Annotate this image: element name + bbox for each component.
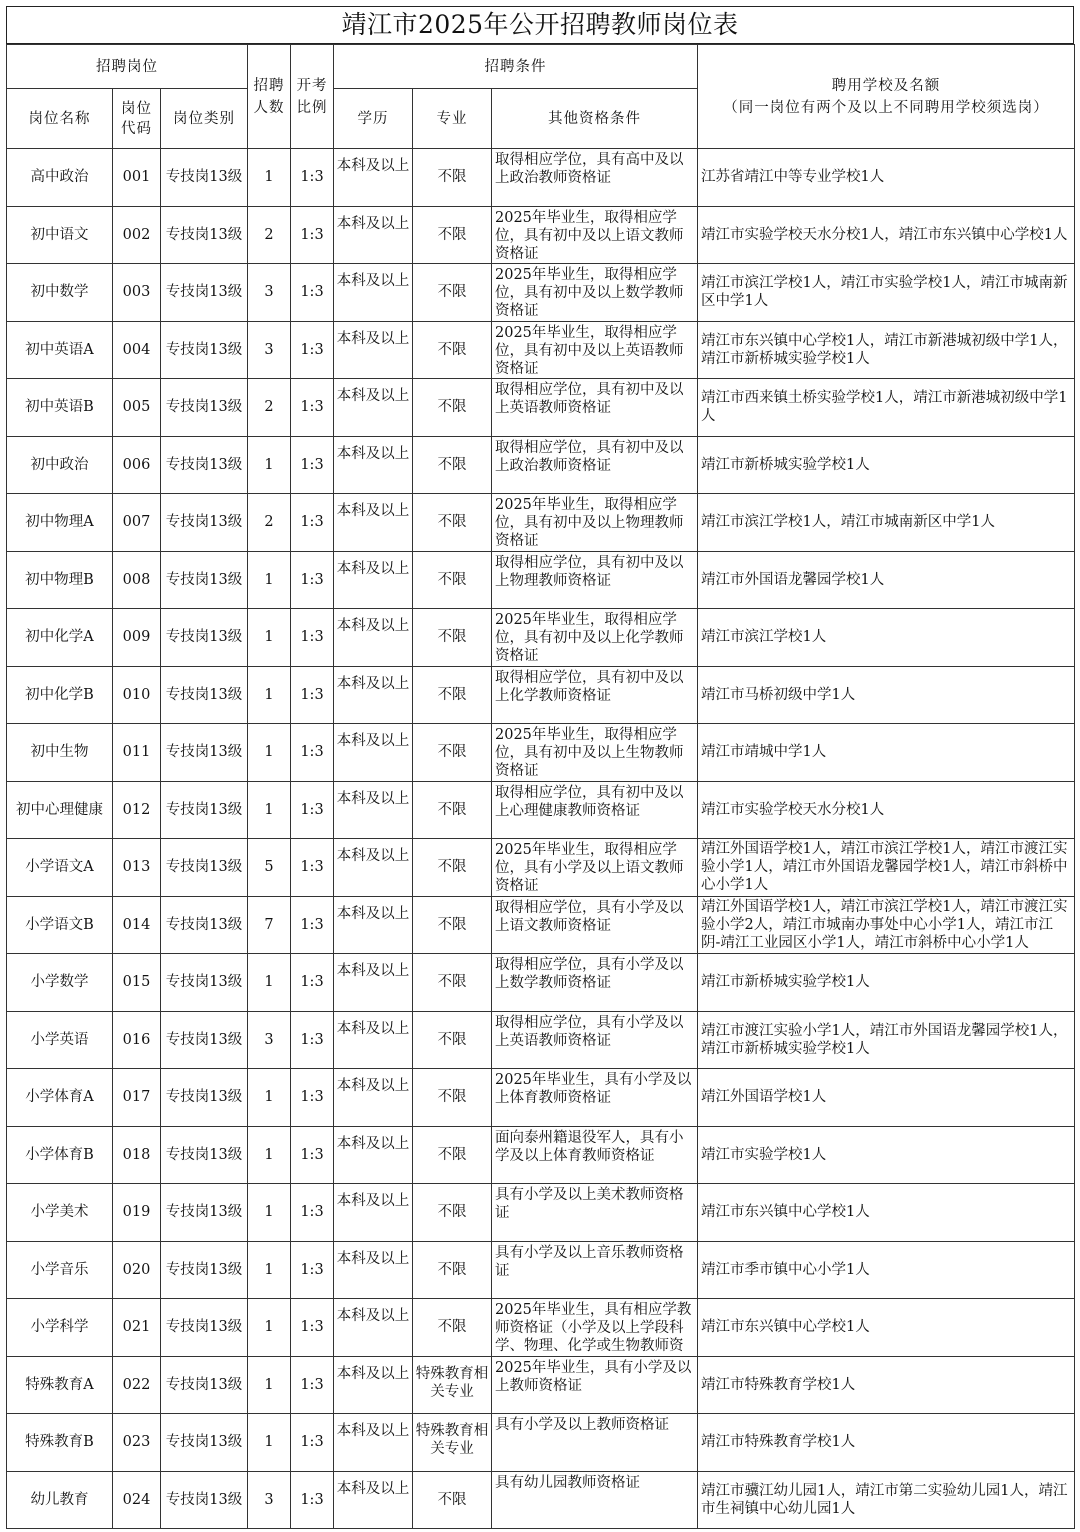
education-cell: 本科及以上 xyxy=(334,321,413,379)
table-row xyxy=(7,724,1075,782)
post-category-cell: 专技岗13级 xyxy=(161,1011,248,1069)
school-quota-cell: 靖江市实验学校天水分校1人，靖江市东兴镇中心学校1人 xyxy=(698,206,1075,264)
post-code-cell: 010 xyxy=(113,666,161,724)
recruit-count-cell: 1 xyxy=(248,149,291,207)
table-row xyxy=(7,666,1075,724)
major-cell: 不限 xyxy=(413,1184,492,1242)
other-qualification-cell: 取得相应学位，具有初中及以上物理教师资格证 xyxy=(492,551,698,609)
post-code-cell: 013 xyxy=(113,839,161,897)
post-name-cell: 初中物理B xyxy=(7,551,113,609)
post-name-cell: 幼儿教育 xyxy=(7,1471,113,1529)
recruit-count-cell: 2 xyxy=(248,379,291,437)
other-qualification-cell: 具有小学及以上美术教师资格证 xyxy=(492,1184,698,1242)
exam-ratio-cell: 1:3 xyxy=(291,149,334,207)
other-qualification-cell: 取得相应学位，具有小学及以上英语教师资格证 xyxy=(492,1011,698,1069)
header-recruit-post: 招聘岗位 xyxy=(7,45,248,89)
post-name-cell: 小学英语 xyxy=(7,1011,113,1069)
school-quota-cell: 靖江市渡江实验小学1人，靖江市外国语龙馨园学校1人，靖江市新桥城实验学校1人 xyxy=(698,1011,1075,1069)
post-name-cell: 小学音乐 xyxy=(7,1241,113,1299)
major-cell: 不限 xyxy=(413,149,492,207)
table-row xyxy=(7,609,1075,667)
recruit-count-cell: 2 xyxy=(248,494,291,552)
major-cell: 特殊教育相关专业 xyxy=(413,1414,492,1472)
other-qualification-cell: 2025年毕业生，具有相应学教师资格证（小学及以上学段科学、物理、化学或生物教师资 xyxy=(492,1299,698,1357)
post-code-cell: 014 xyxy=(113,896,161,954)
post-category-cell: 专技岗13级 xyxy=(161,321,248,379)
major-cell: 不限 xyxy=(413,264,492,322)
recruit-count-cell: 3 xyxy=(248,321,291,379)
school-quota-cell: 靖江市马桥初级中学1人 xyxy=(698,666,1075,724)
post-category-cell: 专技岗13级 xyxy=(161,839,248,897)
table-row xyxy=(7,321,1075,379)
post-category-cell: 专技岗13级 xyxy=(161,724,248,782)
major-cell: 不限 xyxy=(413,781,492,839)
post-code-cell: 002 xyxy=(113,206,161,264)
school-quota-cell: 靖江市实验学校天水分校1人 xyxy=(698,781,1075,839)
major-cell: 不限 xyxy=(413,724,492,782)
recruit-count-cell: 1 xyxy=(248,551,291,609)
recruit-count-cell: 7 xyxy=(248,896,291,954)
post-name-cell: 初中心理健康 xyxy=(7,781,113,839)
post-category-cell: 专技岗13级 xyxy=(161,264,248,322)
major-cell: 不限 xyxy=(413,609,492,667)
other-qualification-cell: 2025年毕业生，取得相应学位，具有小学及以上语文教师资格证 xyxy=(492,839,698,897)
education-cell: 本科及以上 xyxy=(334,1414,413,1472)
exam-ratio-cell: 1:3 xyxy=(291,1126,334,1184)
school-quota-cell: 靖江市靖城中学1人 xyxy=(698,724,1075,782)
post-category-cell: 专技岗13级 xyxy=(161,609,248,667)
post-name-cell: 初中英语A xyxy=(7,321,113,379)
education-cell: 本科及以上 xyxy=(334,551,413,609)
major-cell: 不限 xyxy=(413,1299,492,1357)
post-code-cell: 007 xyxy=(113,494,161,552)
other-qualification-cell: 面向泰州籍退役军人，具有小学及以上体育教师资格证 xyxy=(492,1126,698,1184)
recruit-count-cell: 3 xyxy=(248,264,291,322)
exam-ratio-cell: 1:3 xyxy=(291,1299,334,1357)
post-code-cell: 021 xyxy=(113,1299,161,1357)
education-cell: 本科及以上 xyxy=(334,666,413,724)
school-quota-cell: 靖江市外国语龙馨园学校1人 xyxy=(698,551,1075,609)
exam-ratio-cell: 1:3 xyxy=(291,1356,334,1414)
exam-ratio-cell: 1:3 xyxy=(291,954,334,1012)
recruit-count-cell: 1 xyxy=(248,724,291,782)
other-qualification-cell: 2025年毕业生，取得相应学位，具有初中及以上生物教师资格证 xyxy=(492,724,698,782)
table-row xyxy=(7,436,1075,494)
education-cell: 本科及以上 xyxy=(334,264,413,322)
recruit-count-cell: 1 xyxy=(248,609,291,667)
exam-ratio-cell: 1:3 xyxy=(291,1414,334,1472)
post-name-cell: 初中化学A xyxy=(7,609,113,667)
school-quota-cell: 靖江市东兴镇中心学校1人 xyxy=(698,1299,1075,1357)
table-row xyxy=(7,379,1075,437)
exam-ratio-cell: 1:3 xyxy=(291,1069,334,1127)
post-code-cell: 023 xyxy=(113,1414,161,1472)
school-quota-cell: 靖江市东兴镇中心学校1人，靖江市新港城初级中学1人，靖江市新桥城实验学校1人 xyxy=(698,321,1075,379)
post-category-cell: 专技岗13级 xyxy=(161,954,248,1012)
post-category-cell: 专技岗13级 xyxy=(161,551,248,609)
post-name-cell: 特殊教育B xyxy=(7,1414,113,1472)
post-code-cell: 015 xyxy=(113,954,161,1012)
exam-ratio-cell: 1:3 xyxy=(291,1184,334,1242)
education-cell: 本科及以上 xyxy=(334,1356,413,1414)
school-quota-cell: 靖江市东兴镇中心学校1人 xyxy=(698,1184,1075,1242)
table-row xyxy=(7,1414,1075,1472)
header-school: 聘用学校及名额 （同一岗位有两个及以上不同聘用学校须选岗） xyxy=(698,45,1075,149)
post-category-cell: 专技岗13级 xyxy=(161,1414,248,1472)
other-qualification-cell: 取得相应学位，具有初中及以上政治教师资格证 xyxy=(492,436,698,494)
table-row xyxy=(7,1241,1075,1299)
exam-ratio-cell: 1:3 xyxy=(291,896,334,954)
education-cell: 本科及以上 xyxy=(334,1241,413,1299)
education-cell: 本科及以上 xyxy=(334,1069,413,1127)
other-qualification-cell: 2025年毕业生，取得相应学位，具有初中及以上化学教师资格证 xyxy=(492,609,698,667)
post-category-cell: 专技岗13级 xyxy=(161,494,248,552)
recruit-count-cell: 1 xyxy=(248,781,291,839)
post-code-cell: 005 xyxy=(113,379,161,437)
post-code-cell: 022 xyxy=(113,1356,161,1414)
school-quota-cell: 靖江市特殊教育学校1人 xyxy=(698,1356,1075,1414)
header-ratio: 开考比例 xyxy=(291,45,334,149)
post-name-cell: 小学体育B xyxy=(7,1126,113,1184)
school-quota-cell: 靖江外国语学校1人 xyxy=(698,1069,1075,1127)
post-code-cell: 016 xyxy=(113,1011,161,1069)
other-qualification-cell: 取得相应学位，具有初中及以上心理健康教师资格证 xyxy=(492,781,698,839)
table-row xyxy=(7,1126,1075,1184)
major-cell: 不限 xyxy=(413,436,492,494)
education-cell: 本科及以上 xyxy=(334,609,413,667)
post-category-cell: 专技岗13级 xyxy=(161,1471,248,1529)
education-cell: 本科及以上 xyxy=(334,896,413,954)
major-cell: 不限 xyxy=(413,206,492,264)
education-cell: 本科及以上 xyxy=(334,494,413,552)
post-code-cell: 020 xyxy=(113,1241,161,1299)
exam-ratio-cell: 1:3 xyxy=(291,1471,334,1529)
major-cell: 不限 xyxy=(413,954,492,1012)
header-major: 专业 xyxy=(413,89,492,149)
other-qualification-cell: 2025年毕业生，取得相应学位，具有初中及以上英语教师资格证 xyxy=(492,321,698,379)
post-category-cell: 专技岗13级 xyxy=(161,1069,248,1127)
education-cell: 本科及以上 xyxy=(334,1471,413,1529)
header-conditions: 招聘条件 xyxy=(334,45,698,89)
table-row xyxy=(7,494,1075,552)
post-code-cell: 009 xyxy=(113,609,161,667)
post-code-cell: 004 xyxy=(113,321,161,379)
school-quota-cell: 靖江外国语学校1人，靖江市滨江学校1人，靖江市渡江实验小学1人，靖江市外国语龙馨园学校1人，靖江市斜桥中心小学1人 xyxy=(698,839,1075,897)
exam-ratio-cell: 1:3 xyxy=(291,1241,334,1299)
header-code: 岗位代码 xyxy=(113,89,161,149)
table-row xyxy=(7,1184,1075,1242)
post-code-cell: 011 xyxy=(113,724,161,782)
education-cell: 本科及以上 xyxy=(334,436,413,494)
post-name-cell: 小学语文A xyxy=(7,839,113,897)
recruit-count-cell: 3 xyxy=(248,1471,291,1529)
table-row xyxy=(7,206,1075,264)
recruitment-table xyxy=(6,44,1075,1529)
other-qualification-cell: 2025年毕业生，取得相应学位，具有初中及以上物理教师资格证 xyxy=(492,494,698,552)
exam-ratio-cell: 1:3 xyxy=(291,781,334,839)
school-quota-cell: 靖江市季市镇中心小学1人 xyxy=(698,1241,1075,1299)
major-cell: 不限 xyxy=(413,1011,492,1069)
other-qualification-cell: 2025年毕业生，取得相应学位，具有初中及以上语文教师资格证 xyxy=(492,206,698,264)
post-name-cell: 初中英语B xyxy=(7,379,113,437)
other-qualification-cell: 取得相应学位，具有初中及以上化学教师资格证 xyxy=(492,666,698,724)
education-cell: 本科及以上 xyxy=(334,1126,413,1184)
exam-ratio-cell: 1:3 xyxy=(291,724,334,782)
page-title: 靖江市2025年公开招聘教师岗位表 xyxy=(6,6,1074,44)
exam-ratio-cell: 1:3 xyxy=(291,494,334,552)
post-category-cell: 专技岗13级 xyxy=(161,781,248,839)
post-name-cell: 小学美术 xyxy=(7,1184,113,1242)
major-cell: 不限 xyxy=(413,379,492,437)
major-cell: 不限 xyxy=(413,321,492,379)
post-category-cell: 专技岗13级 xyxy=(161,666,248,724)
post-code-cell: 003 xyxy=(113,264,161,322)
major-cell: 特殊教育相关专业 xyxy=(413,1356,492,1414)
major-cell: 不限 xyxy=(413,494,492,552)
education-cell: 本科及以上 xyxy=(334,781,413,839)
exam-ratio-cell: 1:3 xyxy=(291,206,334,264)
post-category-cell: 专技岗13级 xyxy=(161,436,248,494)
other-qualification-cell: 具有小学及以上教师资格证 xyxy=(492,1414,698,1472)
school-quota-cell: 靖江市实验学校1人 xyxy=(698,1126,1075,1184)
table-row xyxy=(7,551,1075,609)
post-category-cell: 专技岗13级 xyxy=(161,1184,248,1242)
table-row xyxy=(7,1356,1075,1414)
school-quota-cell: 靖江市特殊教育学校1人 xyxy=(698,1414,1075,1472)
exam-ratio-cell: 1:3 xyxy=(291,1011,334,1069)
post-name-cell: 初中语文 xyxy=(7,206,113,264)
education-cell: 本科及以上 xyxy=(334,1184,413,1242)
recruit-count-cell: 5 xyxy=(248,839,291,897)
exam-ratio-cell: 1:3 xyxy=(291,379,334,437)
post-name-cell: 高中政治 xyxy=(7,149,113,207)
other-qualification-cell: 取得相应学位，具有高中及以上政治教师资格证 xyxy=(492,149,698,207)
education-cell: 本科及以上 xyxy=(334,724,413,782)
header-count: 招聘人数 xyxy=(248,45,291,149)
post-category-cell: 专技岗13级 xyxy=(161,149,248,207)
major-cell: 不限 xyxy=(413,666,492,724)
major-cell: 不限 xyxy=(413,1126,492,1184)
table-row xyxy=(7,781,1075,839)
post-name-cell: 初中生物 xyxy=(7,724,113,782)
major-cell: 不限 xyxy=(413,551,492,609)
post-code-cell: 006 xyxy=(113,436,161,494)
post-category-cell: 专技岗13级 xyxy=(161,896,248,954)
post-category-cell: 专技岗13级 xyxy=(161,379,248,437)
table-row xyxy=(7,954,1075,1012)
recruit-count-cell: 1 xyxy=(248,1299,291,1357)
header-other: 其他资格条件 xyxy=(492,89,698,149)
post-category-cell: 专技岗13级 xyxy=(161,1356,248,1414)
table-row xyxy=(7,1011,1075,1069)
post-name-cell: 初中数学 xyxy=(7,264,113,322)
other-qualification-cell: 具有幼儿园教师资格证 xyxy=(492,1471,698,1529)
post-category-cell: 专技岗13级 xyxy=(161,1126,248,1184)
major-cell: 不限 xyxy=(413,839,492,897)
post-code-cell: 017 xyxy=(113,1069,161,1127)
school-quota-cell: 靖江市新桥城实验学校1人 xyxy=(698,954,1075,1012)
post-code-cell: 008 xyxy=(113,551,161,609)
post-name-cell: 小学体育A xyxy=(7,1069,113,1127)
post-name-cell: 初中化学B xyxy=(7,666,113,724)
header-education: 学历 xyxy=(334,89,413,149)
other-qualification-cell: 取得相应学位，具有小学及以上数学教师资格证 xyxy=(492,954,698,1012)
post-category-cell: 专技岗13级 xyxy=(161,1241,248,1299)
exam-ratio-cell: 1:3 xyxy=(291,609,334,667)
header-category: 岗位类别 xyxy=(161,89,248,149)
post-code-cell: 019 xyxy=(113,1184,161,1242)
recruit-count-cell: 1 xyxy=(248,1126,291,1184)
post-category-cell: 专技岗13级 xyxy=(161,1299,248,1357)
school-quota-cell: 靖江市西来镇土桥实验学校1人，靖江市新港城初级中学1人 xyxy=(698,379,1075,437)
recruit-count-cell: 1 xyxy=(248,436,291,494)
other-qualification-cell: 取得相应学位，具有初中及以上英语教师资格证 xyxy=(492,379,698,437)
table-row xyxy=(7,1069,1075,1127)
other-qualification-cell: 2025年毕业生，具有小学及以上教师资格证 xyxy=(492,1356,698,1414)
exam-ratio-cell: 1:3 xyxy=(291,551,334,609)
table-row xyxy=(7,264,1075,322)
education-cell: 本科及以上 xyxy=(334,206,413,264)
recruit-count-cell: 1 xyxy=(248,1356,291,1414)
recruit-count-cell: 1 xyxy=(248,1184,291,1242)
table-row xyxy=(7,839,1075,897)
school-quota-cell: 靖江市滨江学校1人，靖江市城南新区中学1人 xyxy=(698,494,1075,552)
recruit-count-cell: 1 xyxy=(248,1241,291,1299)
post-code-cell: 012 xyxy=(113,781,161,839)
exam-ratio-cell: 1:3 xyxy=(291,264,334,322)
education-cell: 本科及以上 xyxy=(334,379,413,437)
school-quota-cell: 江苏省靖江中等专业学校1人 xyxy=(698,149,1075,207)
table-row xyxy=(7,1299,1075,1357)
recruit-count-cell: 1 xyxy=(248,1414,291,1472)
other-qualification-cell: 具有小学及以上音乐教师资格证 xyxy=(492,1241,698,1299)
education-cell: 本科及以上 xyxy=(334,149,413,207)
recruit-count-cell: 1 xyxy=(248,954,291,1012)
education-cell: 本科及以上 xyxy=(334,954,413,1012)
school-quota-cell: 靖江市滨江学校1人 xyxy=(698,609,1075,667)
major-cell: 不限 xyxy=(413,1069,492,1127)
recruit-count-cell: 2 xyxy=(248,206,291,264)
other-qualification-cell: 取得相应学位，具有小学及以上语文教师资格证 xyxy=(492,896,698,954)
recruit-count-cell: 1 xyxy=(248,666,291,724)
post-name-cell: 初中物理A xyxy=(7,494,113,552)
education-cell: 本科及以上 xyxy=(334,1011,413,1069)
post-category-cell: 专技岗13级 xyxy=(161,206,248,264)
header-name: 岗位名称 xyxy=(7,89,113,149)
major-cell: 不限 xyxy=(413,896,492,954)
post-code-cell: 001 xyxy=(113,149,161,207)
table-row xyxy=(7,149,1075,207)
post-name-cell: 初中政治 xyxy=(7,436,113,494)
recruit-count-cell: 1 xyxy=(248,1069,291,1127)
post-name-cell: 小学数学 xyxy=(7,954,113,1012)
post-name-cell: 特殊教育A xyxy=(7,1356,113,1414)
recruit-count-cell: 3 xyxy=(248,1011,291,1069)
exam-ratio-cell: 1:3 xyxy=(291,666,334,724)
other-qualification-cell: 2025年毕业生，取得相应学位，具有初中及以上数学教师资格证 xyxy=(492,264,698,322)
exam-ratio-cell: 1:3 xyxy=(291,839,334,897)
post-name-cell: 小学语文B xyxy=(7,896,113,954)
post-code-cell: 024 xyxy=(113,1471,161,1529)
major-cell: 不限 xyxy=(413,1241,492,1299)
school-quota-cell: 靖江市骥江幼儿园1人，靖江市第二实验幼儿园1人，靖江市生祠镇中心幼儿园1人 xyxy=(698,1471,1075,1529)
exam-ratio-cell: 1:3 xyxy=(291,321,334,379)
major-cell: 不限 xyxy=(413,1471,492,1529)
school-quota-cell: 靖江市滨江学校1人，靖江市实验学校1人，靖江市城南新区中学1人 xyxy=(698,264,1075,322)
education-cell: 本科及以上 xyxy=(334,1299,413,1357)
school-quota-cell: 靖江市新桥城实验学校1人 xyxy=(698,436,1075,494)
exam-ratio-cell: 1:3 xyxy=(291,436,334,494)
education-cell: 本科及以上 xyxy=(334,839,413,897)
post-code-cell: 018 xyxy=(113,1126,161,1184)
table-row xyxy=(7,1471,1075,1529)
school-quota-cell: 靖江外国语学校1人，靖江市滨江学校1人，靖江市渡江实验小学2人，靖江市城南办事处中心小学1人，靖江市江阴-靖江工业园区小学1人，靖江市斜桥中心小学1人 xyxy=(698,896,1075,954)
other-qualification-cell: 2025年毕业生，具有小学及以上体育教师资格证 xyxy=(492,1069,698,1127)
table-row xyxy=(7,896,1075,954)
post-name-cell: 小学科学 xyxy=(7,1299,113,1357)
